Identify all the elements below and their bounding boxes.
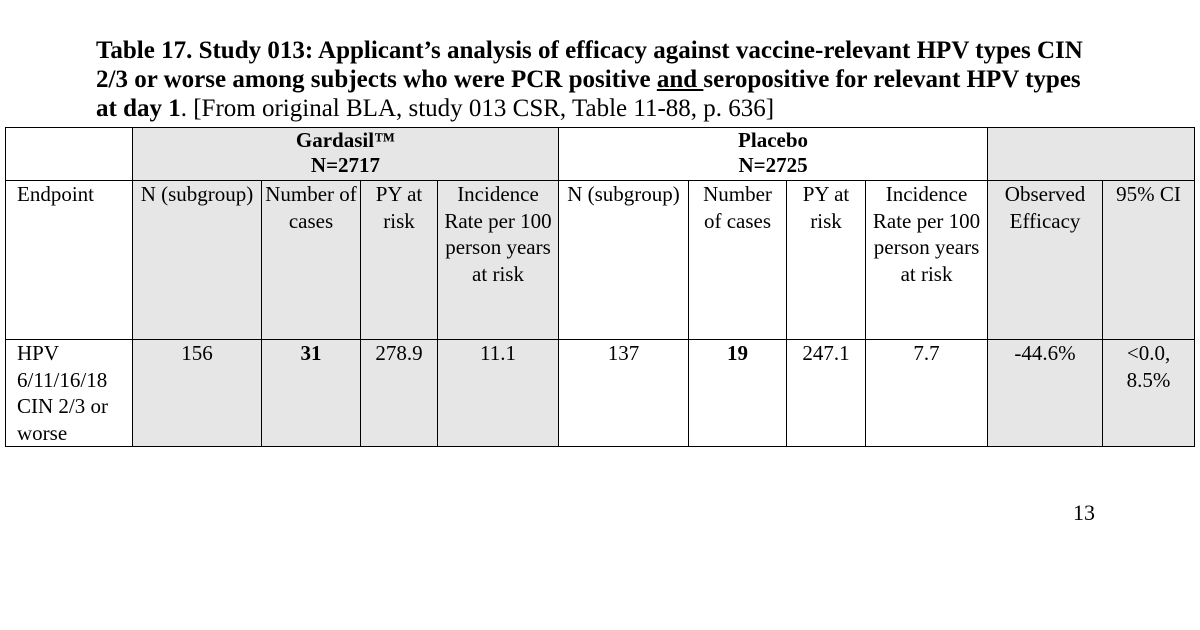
col-header-gardasil-py: PY at risk [361,181,438,340]
placebo-n: N=2725 [738,153,808,177]
cell-gardasil-py: 278.9 [361,340,438,447]
col-header-gardasil-cases: Number of cases [262,181,361,340]
cell-gardasil-cases: 31 [262,340,361,447]
group-header-empty-efficacy [988,128,1195,181]
col-header-placebo-n: N (subgroup) [559,181,689,340]
placebo-name: Placebo [738,128,809,152]
table-row [6,340,1195,447]
col-header-ci: 95% CI [1103,181,1195,340]
gardasil-n: N=2717 [310,153,381,177]
col-header-placebo-py: PY at risk [787,181,866,340]
cell-gardasil-n: 156 [133,340,262,447]
column-header-row [6,181,1195,340]
col-header-gardasil-n: N (subgroup) [133,181,262,340]
table-caption [96,36,1106,123]
col-header-placebo-rate: Incidence Rate per 100 person years at risk [866,181,988,340]
col-header-efficacy: Observed Efficacy [988,181,1103,340]
gardasil-group-header [133,128,559,181]
cell-ci: <0.0, 8.5% [1103,340,1195,447]
gardasil-name: Gardasil™ [295,128,396,152]
cell-placebo-n: 137 [559,340,689,447]
caption-bold-part1: Table 17. Study 013: Applicant’s analysis of efficacy against vaccine-relevant HPV types CIN 2/3 or worse among subjects who were PCR positive [96,37,1083,93]
efficacy-table [5,127,1195,447]
caption-source-note: . [From original BLA, study 013 CSR, Table 11-88, p. 636] [180,95,775,122]
col-header-gardasil-rate: Incidence Rate per 100 person years at risk [438,181,559,340]
cell-gardasil-rate: 11.1 [438,340,559,447]
caption-underlined-word: and [656,66,704,93]
col-header-placebo-cases: Number of cases [689,181,787,340]
cell-efficacy: -44.6% [988,340,1103,447]
group-header-empty-endpoint [6,128,133,181]
group-header-row [6,128,1195,181]
cell-placebo-cases: 19 [689,340,787,447]
cell-endpoint: HPV 6/11/16/18 CIN 2/3 or worse [6,340,133,447]
placebo-group-header [559,128,988,181]
col-header-endpoint: Endpoint [6,181,133,340]
cell-placebo-py: 247.1 [787,340,866,447]
page-number: 13 [1073,500,1095,525]
caption-bold-part2: seropositive for relevant HPV types at day 1 [96,66,1081,122]
cell-placebo-rate: 7.7 [866,340,988,447]
